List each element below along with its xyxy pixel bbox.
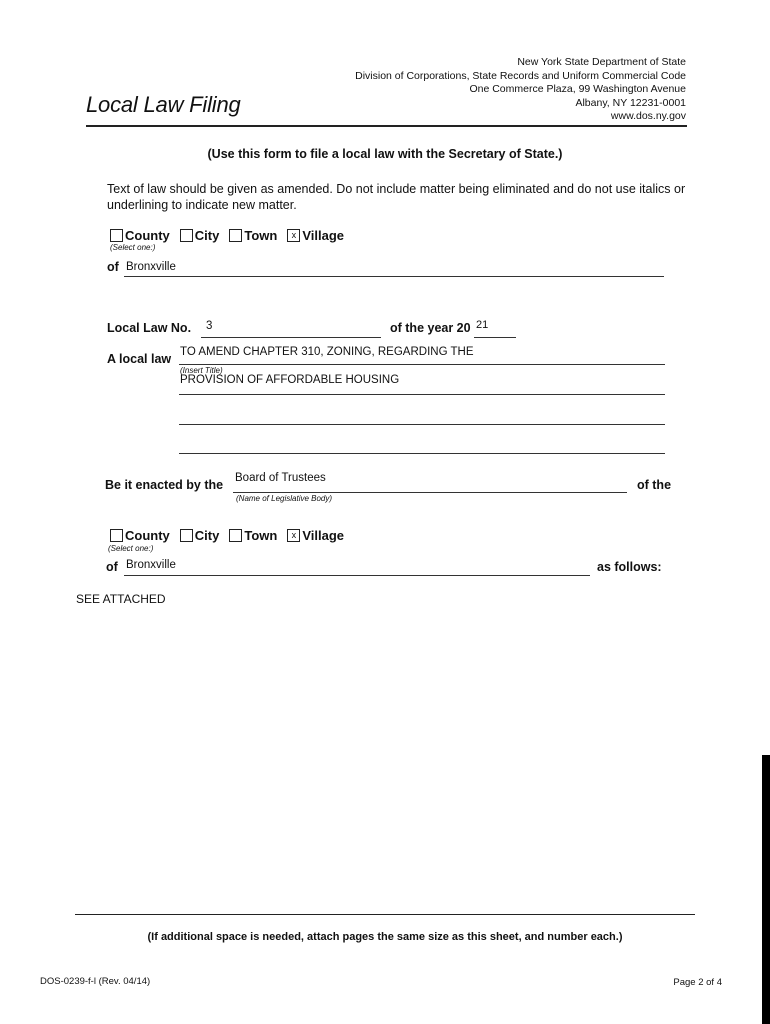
checkbox-label: City	[194, 528, 220, 543]
year-label: of the year 20	[390, 321, 471, 335]
checkbox-box[interactable]	[180, 529, 193, 542]
checkbox-city[interactable]	[180, 528, 220, 543]
checkbox-village[interactable]	[287, 228, 344, 243]
form-id: DOS-0239-f-l (Rev. 04/14)	[40, 976, 151, 987]
checkbox-box[interactable]: x	[287, 529, 300, 542]
year-value[interactable]: 21	[476, 319, 489, 331]
of-the-label: of the	[637, 478, 672, 492]
agency-line: One Commerce Plaza, 99 Washington Avenue	[469, 83, 686, 96]
law-body-text: SEE ATTACHED	[76, 592, 166, 606]
of-label: of	[106, 560, 118, 574]
municipality-name-line	[124, 276, 664, 277]
checkbox-box[interactable]	[110, 529, 123, 542]
municipality-type-group	[110, 228, 354, 243]
checkbox-box[interactable]: x	[287, 229, 300, 242]
municipality-type-group-2	[110, 528, 354, 543]
checkbox-box[interactable]	[229, 529, 242, 542]
agency-website: www.dos.ny.gov	[610, 110, 686, 123]
checkbox-label: Town	[244, 528, 278, 543]
legislative-body-value[interactable]: Board of Trustees	[235, 472, 326, 484]
local-law-title-line1[interactable]: TO AMEND CHAPTER 310, ZONING, REGARDING THE	[180, 346, 474, 358]
local-law-title-line2[interactable]: PROVISION OF AFFORDABLE HOUSING	[180, 374, 400, 386]
local-law-title-label: A local law	[107, 352, 172, 366]
form-title: Local Law Filing	[86, 92, 241, 117]
local-law-no-line	[201, 337, 381, 338]
checkbox-label: Village	[302, 228, 345, 243]
agency-line: Division of Corporations, State Records and Uniform Commercial Code	[355, 69, 686, 82]
instruction-paragraph: Text of law should be given as amended. Do not include matter being eliminated and do not use italics or underlining to indicate new matter.	[107, 182, 686, 212]
year-line	[474, 337, 516, 338]
as-follows-label: as follows:	[597, 560, 662, 574]
checkbox-box[interactable]	[180, 229, 193, 242]
checkbox-label: Village	[302, 528, 345, 543]
checkbox-box[interactable]	[229, 229, 242, 242]
title-line-1	[179, 364, 665, 365]
checkbox-county[interactable]	[110, 528, 170, 543]
checkbox-village[interactable]	[287, 528, 344, 543]
footer-divider	[75, 914, 695, 915]
checkbox-city[interactable]	[180, 228, 220, 243]
municipality-name-value[interactable]: Bronxville	[126, 261, 176, 273]
checkbox-county[interactable]	[110, 228, 170, 243]
checkbox-town[interactable]	[229, 228, 277, 243]
checkbox-label: County	[125, 528, 170, 543]
insert-title-note: (Insert Title)	[180, 366, 223, 375]
form-instruction: (Use this form to file a local law with the Secretary of State.)	[207, 147, 563, 161]
scan-edge-bar	[762, 755, 770, 1024]
page-number: Page 2 of 4	[673, 977, 722, 988]
legislative-body-note: (Name of Legislative Body)	[236, 494, 333, 503]
checkbox-town[interactable]	[229, 528, 277, 543]
municipality-name-value[interactable]: Bronxville	[126, 559, 176, 571]
local-law-no-value[interactable]: 3	[206, 320, 213, 332]
of-label: of	[107, 260, 119, 274]
checkbox-label: Town	[244, 228, 278, 243]
municipality-name-line	[124, 575, 590, 576]
agency-address-block	[340, 56, 686, 124]
select-one-note: (Select one:)	[110, 243, 156, 252]
local-law-no-label: Local Law No.	[107, 321, 192, 335]
title-line-3	[179, 424, 665, 425]
agency-line: New York State Department of State	[517, 56, 686, 68]
title-line-4	[179, 453, 665, 454]
additional-space-note: (If additional space is needed, attach pages the same size as this sheet, and number each.)	[147, 931, 623, 943]
checkbox-label: County	[125, 228, 170, 243]
title-line-2	[179, 394, 665, 395]
checkbox-label: City	[194, 228, 220, 243]
header-divider	[86, 125, 687, 127]
checkbox-box[interactable]	[110, 229, 123, 242]
enacted-by-label: Be it enacted by the	[105, 478, 224, 492]
legislative-body-line	[233, 492, 627, 493]
agency-line: Albany, NY 12231-0001	[575, 96, 686, 109]
select-one-note: (Select one:)	[108, 544, 154, 553]
